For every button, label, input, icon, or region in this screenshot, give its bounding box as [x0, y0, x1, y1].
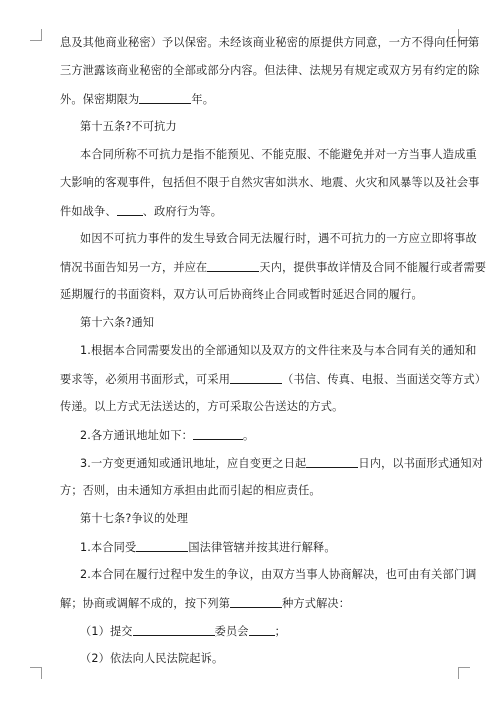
blank-underline	[139, 92, 191, 104]
text-run: 年。	[191, 93, 215, 106]
text-run: 1.本合同受	[80, 541, 137, 554]
text-run: 3.一方变更通知或通讯地址，应自变更之日起	[80, 457, 307, 470]
text-line	[80, 148, 477, 162]
blank-underline	[193, 428, 243, 440]
text-run: 国法律管辖并按其进行解释。	[188, 541, 336, 554]
text-line	[60, 484, 321, 498]
text-run: 委员会	[214, 625, 249, 638]
text-run: 2.本合同在履行过程中发生的争议，由双方当事人协商解决，也可由有关部门调	[80, 568, 477, 581]
text-line	[60, 176, 480, 190]
text-run: （2）依法向人民法院起诉。	[80, 652, 224, 665]
text-run: 要求等，必须用书面形式，可采用	[60, 373, 231, 386]
text-line	[80, 344, 476, 358]
crop-mark-bottom-right-v	[458, 667, 459, 679]
article-heading-17	[80, 512, 188, 526]
text-line	[60, 92, 214, 107]
text-line	[60, 288, 423, 302]
blank-underline	[230, 372, 282, 384]
text-line	[60, 400, 343, 414]
text-run: 日内，以书面形式通知对	[358, 457, 484, 470]
text-run: 件如战争、	[60, 205, 117, 218]
text-run: 方；否则，由未通知方承担由此而引起的相应责任。	[60, 484, 321, 497]
text-run: 第十五条?不可抗力	[80, 120, 177, 133]
text-run: （书信、传真、电报、当面送交等方式）	[282, 373, 487, 386]
text-line	[60, 64, 480, 78]
blank-underline	[207, 260, 259, 272]
blank-underline	[136, 540, 188, 552]
text-run: 。	[243, 429, 255, 442]
crop-mark-top-left-v	[41, 29, 42, 41]
text-run: 延期履行的书面资料，双方认可后协商终止合同或暂时延迟合同的履行。	[60, 288, 423, 301]
text-run: 大影响的客观事件，包括但不限于自然灾害如洪水、地震、火灾和风暴等以及社会事	[60, 176, 480, 189]
article-heading-16	[80, 316, 154, 330]
text-run: 三方泄露该商业秘密的全部或部分内容。但法律、法规另有规定或双方另有约定的除	[60, 64, 480, 77]
text-run: 解；协商或调解不成的，按下列第	[60, 597, 231, 610]
text-line	[60, 204, 222, 219]
text-run: 1.根据本合同需要发出的全部通知以及双方的文件往来及与本合同有关的通知和	[80, 344, 477, 357]
crop-mark-bottom-left-v	[41, 667, 42, 679]
text-line	[60, 260, 486, 275]
text-line	[60, 596, 350, 611]
article-heading-15	[80, 120, 177, 134]
text-run: 如因不可抗力事件的发生导致合同无法履行时，遇不可抗力的一方应立即将事故	[80, 232, 477, 245]
crop-mark-bottom-right-h	[458, 667, 470, 668]
text-run: 种方式解决：	[282, 597, 351, 610]
text-line	[80, 624, 286, 639]
blank-underline	[249, 624, 275, 636]
text-run: （1）提交	[80, 625, 133, 638]
text-run: 第十七条?争议的处理	[80, 512, 189, 525]
text-line	[60, 372, 486, 387]
blank-underline	[306, 456, 358, 468]
blank-underline	[133, 624, 215, 636]
text-run: 、政府行为等。	[142, 205, 223, 218]
text-line	[80, 540, 336, 555]
blank-underline	[230, 596, 282, 608]
text-run: 传递。以上方式无法送达的，方可采取公告送达的方式。	[60, 400, 344, 413]
text-line	[60, 36, 480, 50]
text-run: 第十六条?通知	[80, 316, 155, 329]
blank-underline	[117, 204, 143, 216]
text-line	[80, 456, 483, 471]
text-line	[80, 232, 477, 246]
text-line	[80, 428, 254, 443]
text-run: 天内，提供事故详情及合同不能履行或者需要	[259, 261, 487, 274]
text-line	[80, 568, 476, 582]
text-run: 息及其他商业秘密）予以保密。未经该商业秘密的原提供方同意，一方不得向任何第	[60, 36, 480, 49]
text-line	[80, 652, 223, 666]
text-run: 情况书面告知另一方，并应在	[60, 261, 208, 274]
text-run: ；	[274, 625, 286, 638]
text-run: 2.各方通讯地址如下：	[80, 429, 194, 442]
text-run: 本合同所称不可抗力是指不能预见、不能克服、不能避免并对一方当事人造成重	[80, 148, 477, 161]
text-run: 外。保密期限为	[60, 93, 140, 106]
